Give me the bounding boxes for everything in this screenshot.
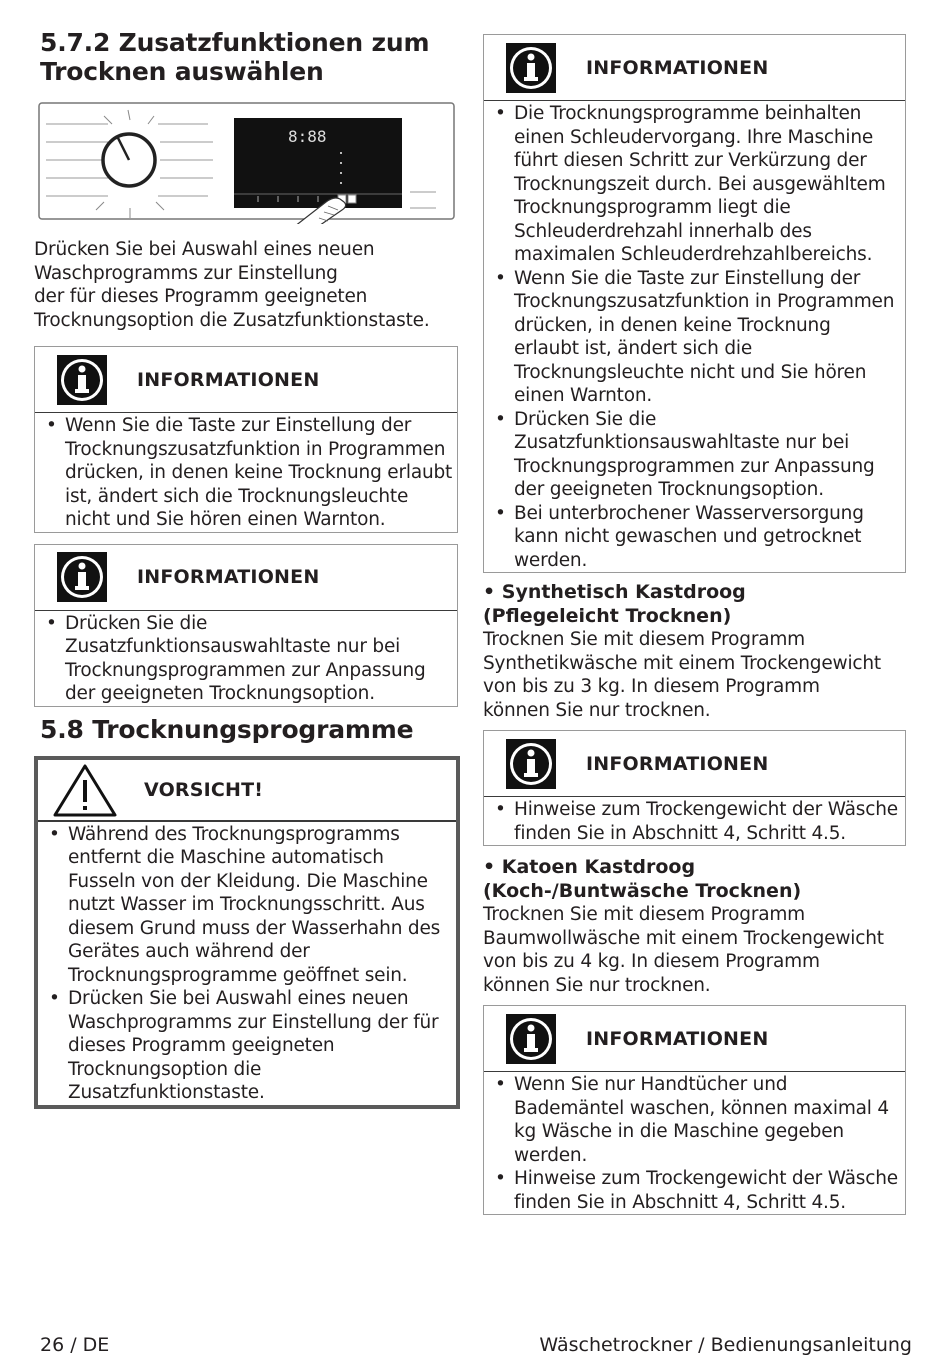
info-icon <box>57 552 107 602</box>
left-column <box>34 28 458 1109</box>
control-panel-illustration <box>38 102 456 224</box>
info-box-list <box>35 413 457 532</box>
info-icon <box>506 739 556 789</box>
page-number: 26 / DE <box>40 1334 110 1356</box>
intro-line: Waschprogramms zur Einstellung <box>34 262 338 284</box>
info-box-synthetic <box>483 730 906 846</box>
section-572-title <box>40 28 458 86</box>
list-item: • Wenn Sie die Taste zur Einstellung der Trocknungszusatzfunktion in Programmen drücken, in denen keine Trocknung erlaubt ist, ändert sich die Trocknungsleuchte nicht und Sie hören einen Warnton. <box>43 414 453 532</box>
info-box-title: INFORMATIONEN <box>137 368 320 391</box>
list-item: • Drücken Sie die Zusatzfunktionsauswahltaste nur bei Trocknungsprogrammen zur Anpassung der geeigneten Trocknungsoption. <box>43 612 453 706</box>
synthetic-program <box>483 581 906 722</box>
warning-triangle-icon <box>52 762 118 818</box>
list-item: • Drücken Sie bei Auswahl eines neuen Waschprogramms zur Einstellung der für dieses Programm geeigneten Trocknungsoption die Zusatzfunktionstaste. <box>46 987 452 1105</box>
info-box-header <box>484 1006 905 1072</box>
info-box-list <box>484 101 905 572</box>
info-box-header <box>484 35 905 101</box>
info-box-left-2 <box>34 544 458 707</box>
intro-paragraph <box>34 238 458 332</box>
warning-box-list <box>38 822 456 1105</box>
info-box-title: INFORMATIONEN <box>586 1027 769 1050</box>
text-line: Synthetikwäsche mit einem Trockengewicht <box>483 652 881 674</box>
list-item: • Während des Trocknungsprogramms entfernt die Maschine automatisch Fusseln von der Kleidung. Die Maschine nutzt Wasser im Trocknungsschritt. Aus diesem Grund muss der Wasserhahn des Gerätes auch während der Trocknungsprogramme geöffnet sein. <box>46 823 452 988</box>
cotton-heading-line2: (Koch-/Buntwäsche Trocknen) <box>483 879 802 902</box>
info-icon <box>506 1014 556 1064</box>
info-box-left-1 <box>34 346 458 533</box>
list-item: • Wenn Sie die Taste zur Einstellung der Trocknungszusatzfunktion in Programmen drücken, in denen keine Trocknung erlaubt ist, ändert sich die Trocknungsleuchte nicht und Sie hören einen Warnton. <box>492 267 901 408</box>
info-box-title: INFORMATIONEN <box>586 752 769 775</box>
info-box-list <box>484 797 905 845</box>
right-column <box>483 34 906 1215</box>
list-item: • Wenn Sie nur Handtücher und Bademäntel waschen, können maximal 4 kg Wäsche in die Maschine gegeben werden. <box>492 1073 901 1167</box>
cotton-heading <box>483 856 906 903</box>
section-58-title: 5.8 Trocknungsprogramme <box>40 714 414 744</box>
text-line: können Sie nur trocknen. <box>483 974 711 996</box>
warning-box-header <box>38 760 456 822</box>
synthetic-heading-line1: • Synthetisch Kastdroog <box>483 581 746 603</box>
section-572-title-line1: 5.7.2 Zusatzfunktionen zum <box>40 28 430 57</box>
text-line: Baumwollwäsche mit einem Trockengewicht <box>483 927 884 949</box>
text-line: Trocknen Sie mit diesem Programm <box>483 904 806 925</box>
info-box-header <box>35 545 457 611</box>
text-line: von bis zu 3 kg. In diesem Programm <box>483 676 820 697</box>
info-box-list <box>35 611 457 706</box>
display-digits: 8:88 <box>288 127 327 146</box>
cotton-text <box>483 903 906 997</box>
list-item: • Drücken Sie die Zusatzfunktionsauswahltaste nur bei Trocknungsprogrammen zur Anpassung der geeigneten Trocknungsoption. <box>492 408 901 502</box>
info-box-cotton <box>483 1005 906 1215</box>
warning-box <box>34 756 460 1109</box>
text-line: können Sie nur trocknen. <box>483 699 711 721</box>
document-title: Wäschetrockner / Bedienungsanleitung <box>539 1334 912 1356</box>
info-box-header <box>35 347 457 413</box>
list-item: • Die Trocknungsprogramme beinhalten einen Schleudervorgang. Ihre Maschine führt diesen Schritt zur Verkürzung der Trocknungszeit durch. Bei ausgewähltem Trocknungsprogramm liegt die Schleuderdrehzahl innerhalb des maximalen Schleuderdrehzahlbereichs. <box>492 102 901 267</box>
info-box-title: INFORMATIONEN <box>586 56 769 79</box>
cotton-program <box>483 856 906 997</box>
info-icon <box>506 43 556 93</box>
synthetic-text <box>483 628 906 722</box>
info-box-header <box>484 731 905 797</box>
info-box-title: INFORMATIONEN <box>137 566 320 588</box>
list-item: • Hinweise zum Trockengewicht der Wäsche finden Sie in Abschnitt 4, Schritt 4.5. <box>492 1167 901 1214</box>
text-line: Trocknen Sie mit diesem Programm <box>483 629 806 650</box>
synthetic-heading <box>483 581 906 628</box>
intro-line: der für dieses Programm geeigneten <box>34 286 368 307</box>
info-box-right-top <box>483 34 906 573</box>
intro-line: Drücken Sie bei Auswahl eines neuen <box>34 239 375 260</box>
info-icon <box>57 355 107 405</box>
list-item: • Bei unterbrochener Wasserversorgung kann nicht gewaschen und getrocknet werden. <box>492 502 901 573</box>
text-line: von bis zu 4 kg. In diesem Programm <box>483 951 820 972</box>
cotton-heading-line1: • Katoen Kastdroog <box>483 856 696 878</box>
warning-box-title: VORSICHT! <box>144 778 264 801</box>
info-box-list <box>484 1072 905 1214</box>
section-572-title-line2: Trocknen auswählen <box>40 57 324 86</box>
synthetic-heading-line2: (Pflegeleicht Trocknen) <box>483 604 732 627</box>
intro-line: Trocknungsoption die Zusatzfunktionstaste. <box>34 309 430 331</box>
list-item: • Hinweise zum Trockengewicht der Wäsche finden Sie in Abschnitt 4, Schritt 4.5. <box>492 798 901 845</box>
